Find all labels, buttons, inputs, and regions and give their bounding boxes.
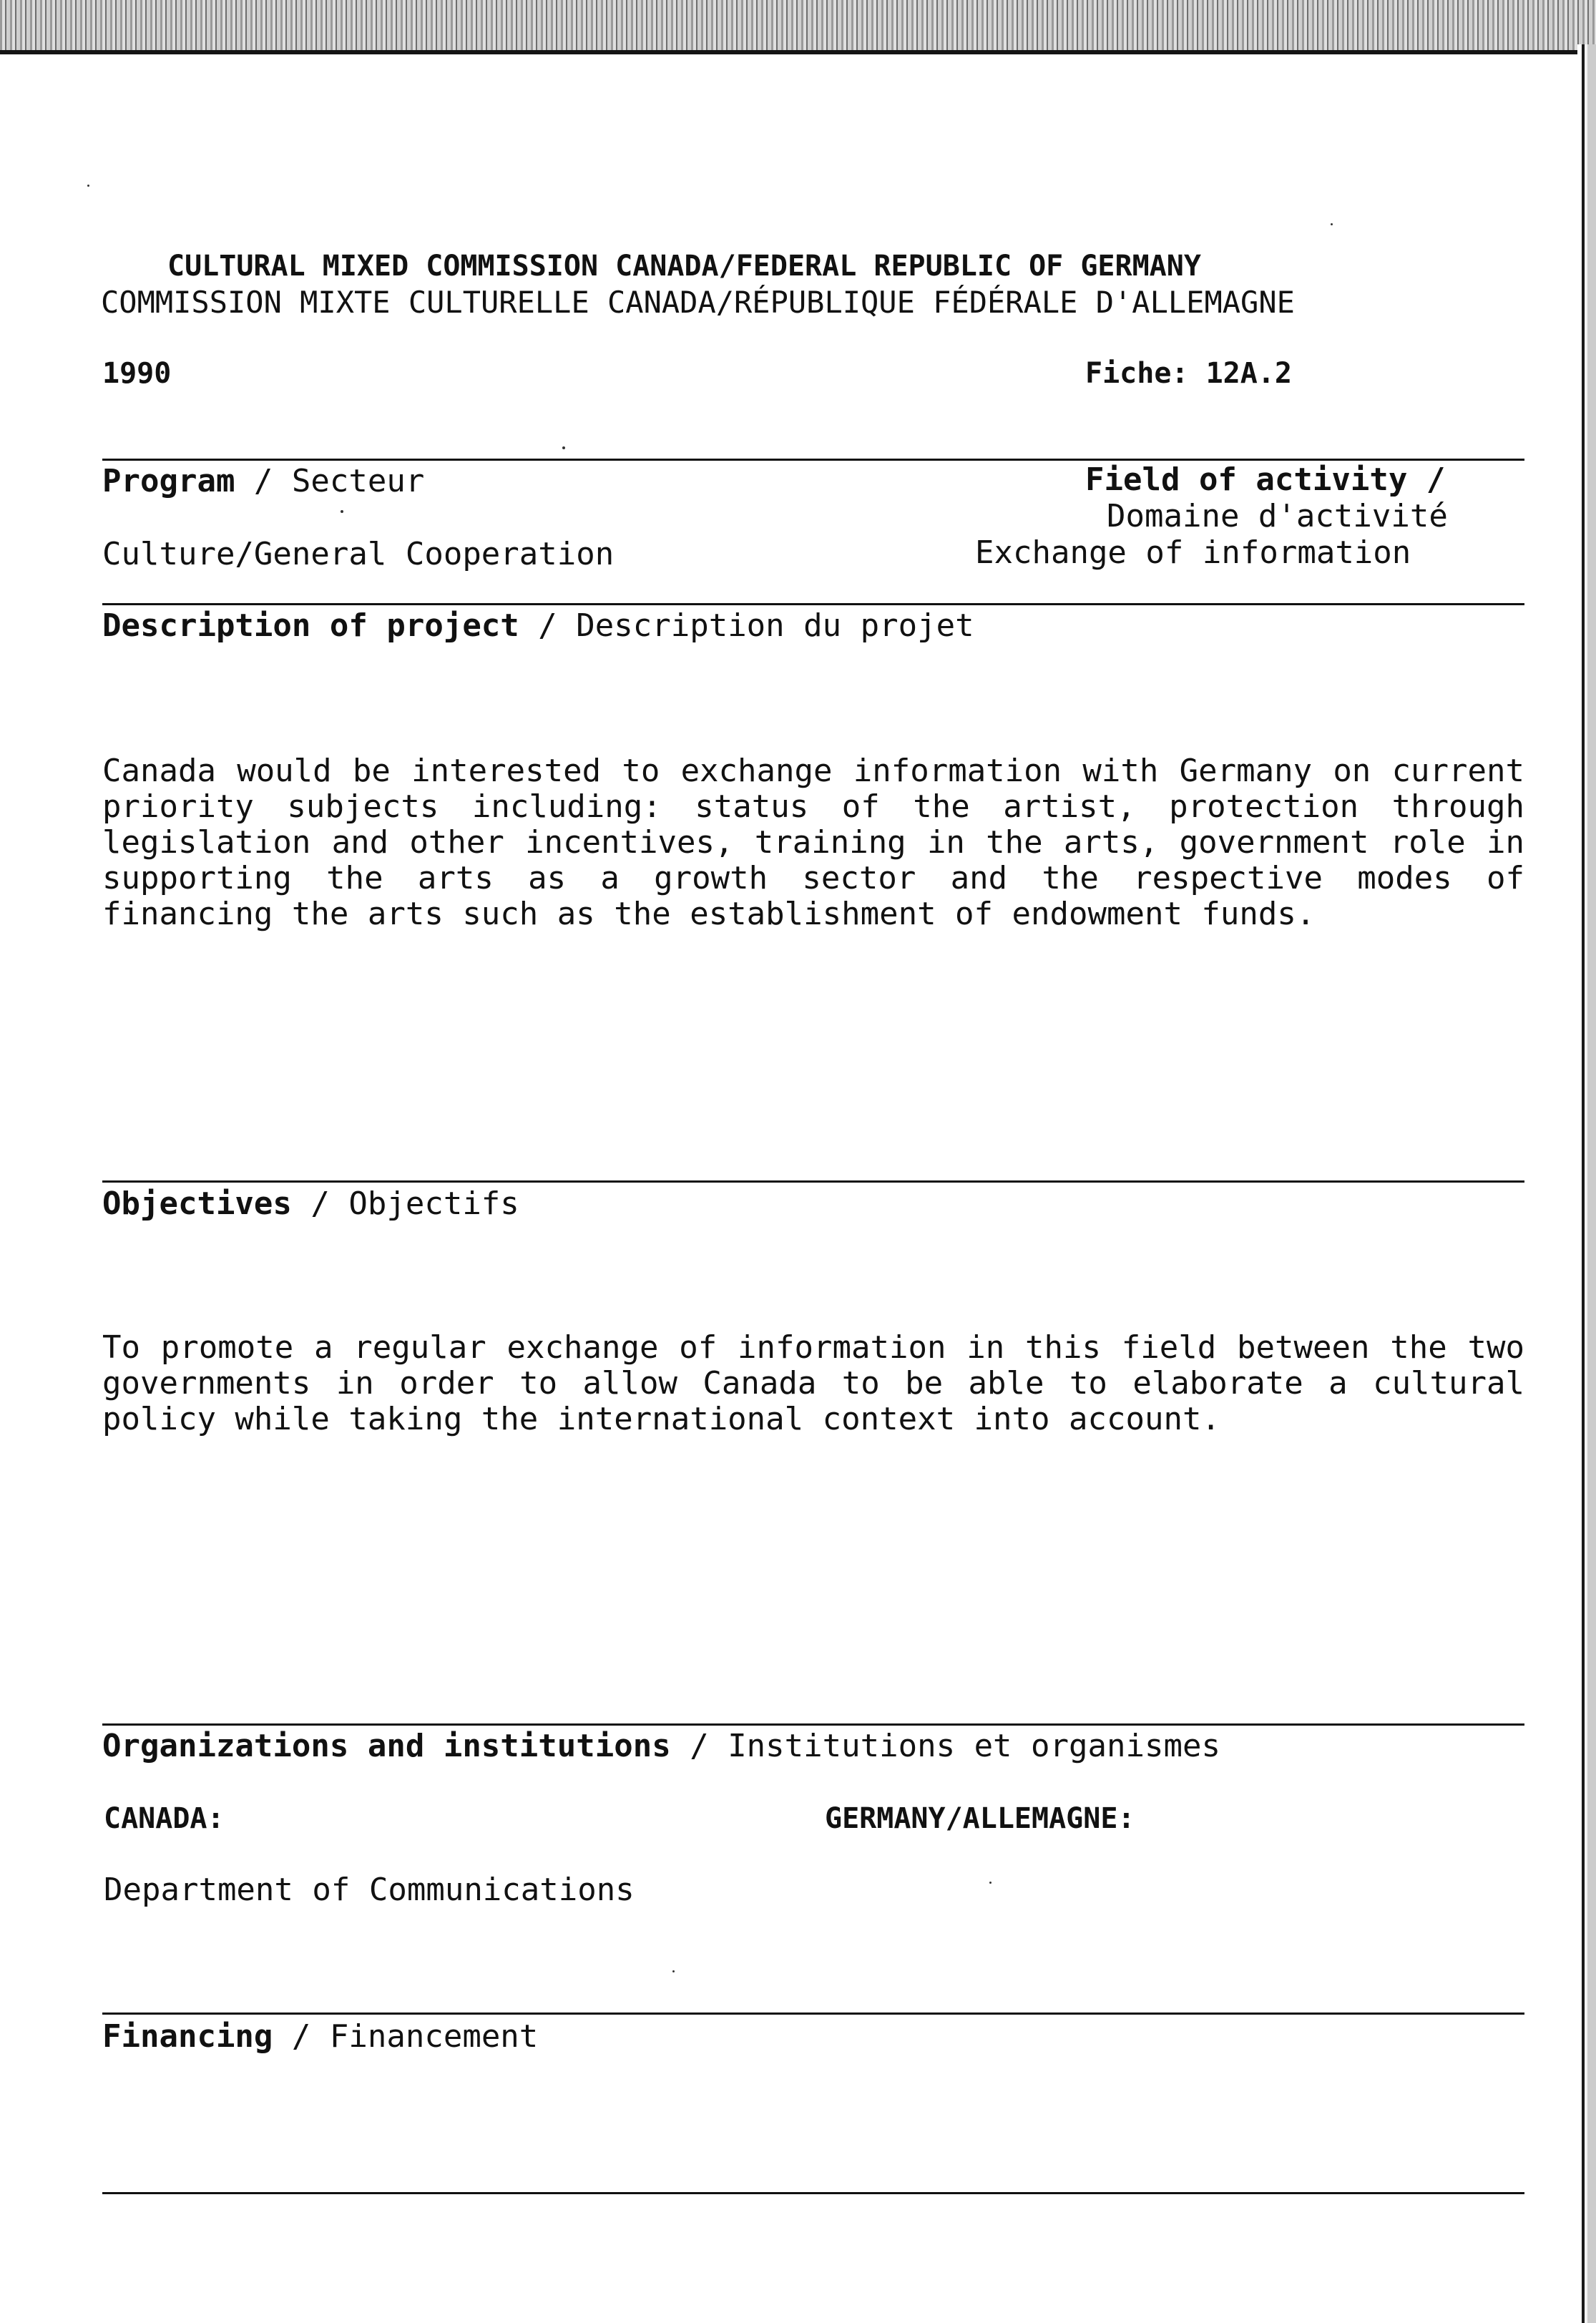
organizations-label [102,1728,1220,1764]
financing-label-rest: / Financement [273,2018,539,2055]
program-label-rest: / Secteur [235,463,425,499]
title-english: CULTURAL MIXED COMMISSION CANADA/FEDERAL REPUBLIC OF GERMANY [167,250,1201,283]
objectives-label-bold: Objectives [102,1185,292,1222]
objectives-text: To promote a regular exchange of information in this field between the two governments in order to allow Canada to be able to elaborate a cultural policy while taking the international context into account. [102,1329,1524,1437]
divider [102,1723,1524,1726]
canada-organization: Department of Communications [104,1872,635,1908]
germany-label: GERMANY/ALLEMAGNE: [825,1802,1135,1835]
field-of-activity-label: Field of activity / [1085,461,1446,498]
divider [102,2192,1524,2194]
financing-label [102,2019,538,2055]
program-value: Culture/General Cooperation [102,536,615,572]
divider [102,1180,1524,1183]
divider [102,603,1524,605]
canada-label: CANADA: [104,1802,225,1835]
description-text: Canada would be interested to exchange information with Germany on current priority subjects including: status of the artist, protection through legislation and other incentives, training in the arts, government role in supporting the arts as a growth sector and the respective modes of financing the arts such as the establishment of endowment funds. [102,753,1524,932]
organizations-label-rest: / Institutions et organismes [670,1728,1220,1764]
field-of-activity-label-fr: Domaine d'activité [1107,498,1448,534]
description-label [102,608,974,644]
program-label-bold: Program [102,463,235,499]
scan-speck [1331,223,1333,225]
divider [102,459,1524,461]
description-label-rest: / Description du projet [519,607,974,644]
scan-speck [989,1882,992,1884]
objectives-label-rest: / Objectifs [291,1185,519,1222]
title-french: COMMISSION MIXTE CULTURELLE CANADA/RÉPUBLIQUE FÉDÉRALE D'ALLEMAGNE [101,285,1295,320]
program-label [102,464,424,499]
fiche-number: Fiche: 12A.2 [1085,357,1292,390]
objectives-label [102,1186,519,1222]
divider [102,2013,1524,2015]
scan-speck [341,510,343,513]
field-of-activity-value: Exchange of information [975,534,1411,571]
scan-speck [562,446,565,449]
scan-speck [87,185,89,187]
scan-speck [672,1970,675,1972]
description-label-bold: Description of project [102,607,519,644]
organizations-label-bold: Organizations and institutions [102,1728,671,1764]
year: 1990 [102,357,172,390]
financing-label-bold: Financing [102,2018,273,2055]
